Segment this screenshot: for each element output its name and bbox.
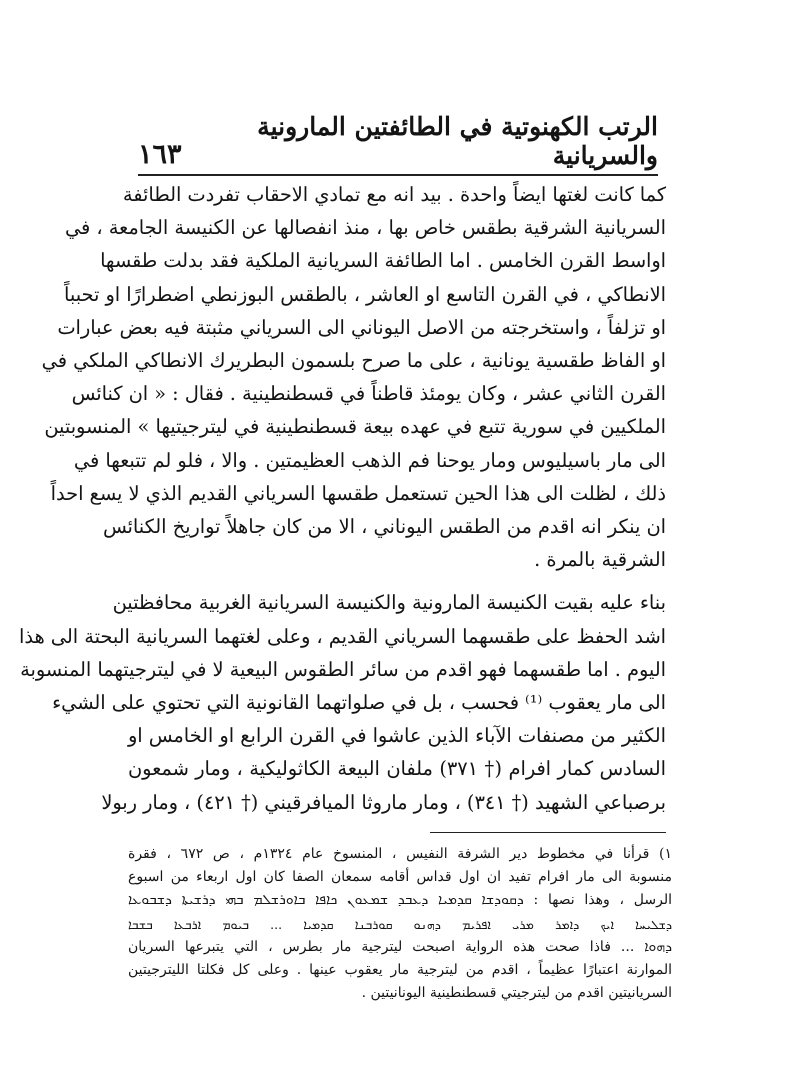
- page-title: الرتب الكهنوتية في الطائفتين المارونية والسريانية: [257, 112, 658, 170]
- text-line: برصباعي الشهيد († ٣٤١) ، ومار ماروثا الميافرقيني († ٤٢١) ، ومار ربولا: [101, 790, 666, 814]
- body-text: [19, 178, 666, 819]
- footnote-divider: [430, 832, 666, 833]
- text-line: الكثير من مصنفات الآباء الذين عاشوا في القرن الرابع او الخامس او: [128, 724, 666, 748]
- text-line: او تزلفاً ، واستخرجته من الاصل اليوناني الى السرياني مثبتة فيه بعض عبارات: [57, 315, 666, 339]
- text-line: الانطاكي ، في القرن التاسع او العاشر ، بالطقس البوزنطي اضطرارًا او تحبباً: [64, 282, 666, 306]
- footnote-line: السريانيتين اقدم من ليترجيتي قسطنطينية اليونانيتين .: [361, 985, 672, 1002]
- footnote-line: منسوبة الى مار افرام تفيد ان اول قداس أقامه سمعان الصفا كان اول اربعاء من اسبوع: [128, 869, 672, 886]
- text-line: اليوم . اما طقسهما فهو اقدم من سائر الطقوس البيعية لا في ليترجيتهما المنسوبة: [20, 657, 666, 681]
- text-line: كما كانت لغتها ايضاً واحدة . بيد انه مع تمادي الاحقاب تفردت الطائفة: [122, 183, 666, 206]
- text-line: او الفاظ طقسية يونانية ، على ما صرح بلسمون البطريرك الانطاكي الملكي في: [41, 349, 666, 373]
- text-line: السريانية الشرقية بطقس خاص بها ، منذ انفصالها عن الكنيسة الجامعة ، في: [64, 216, 666, 240]
- page-number: ١٦٣: [138, 139, 182, 170]
- paragraph-2: [19, 586, 666, 818]
- text-line: الى مار يعقوب ⁽¹⁾ فحسب ، بل في صلواتهما القانونية التي تحتوي على الشيء: [52, 691, 666, 715]
- footnotes: [128, 843, 672, 1005]
- text-line: القرن الثاني عشر ، وكان يومئذ قاطناً في قسطنطينية . فقال : « ان كنائس: [71, 382, 666, 406]
- text-line: اواسط القرن الخامس . اما الطائفة السريانية الملكية فقد بدلت طقسها: [100, 249, 666, 273]
- footnote-line: ١) قرأنا في مخطوط دير الشرفة النفيس ، المنسوخ عام ١٣٢٤م ، ص ٦٧٢ ، فقرة: [128, 846, 672, 862]
- footnote-line: ܕܗܘܐ ... فاذا صحت هذه الرواية اصبحت ليترجية مار بطرس ، التي يتبرعها السريان: [128, 938, 672, 955]
- footnote-line: الموارنة اعتبارًا عظيماً ، اقدم من ليترجية مار يعقوب عينها . وعلى كل فكلتا الليترجيتين: [128, 962, 672, 979]
- header-divider: [138, 174, 658, 176]
- footnote-line: الرسل ، وهذا نصها : ܕܩܘܕܫܐ ܩܕܡܝܐ ܕܥܒܕ ܫܡܥܘܢ ܟܐܦܐ ܒܐܘܪܫܠܡ ܒܗܝ ܕܪܫܝܬܐ ܕܫܒܘܥܐ: [128, 892, 672, 909]
- text-line: ان ينكر انه اقدم من الطقس اليوناني ، الا من كان جاهلاً تواريخ الكنائس: [102, 515, 666, 539]
- text-line: اشد الحفظ على طقسهما السرياني القديم ، وعلى لغتهما السريانية البحتة الى هذا: [19, 624, 666, 648]
- text-line: الشرقية بالمرة .: [534, 548, 666, 572]
- text-line: بناء عليه بقيت الكنيسة المارونية والكنيسة السريانية الغربية محافظتين: [112, 591, 666, 615]
- footnote-line-syriac: ܕܫܠܝܚܐ ܐܝܟ ܕܐܡܪ ܡܪܝ ܐܦܪܝܡ ܕܗܢܘ ܩܘܪܒܢܐ ܩܕܡܝܐ ... ܒܝܘܡ ܐܪܒܥܐ ܒܫܒܐ: [128, 916, 672, 932]
- paragraph-1: [41, 178, 666, 576]
- running-header: [138, 112, 658, 170]
- text-line: الى مار باسيليوس ومار يوحنا فم الذهب العظيمتين . والا ، فلو لم تتبعها في: [73, 448, 666, 472]
- text-line: السادس كمار افرام († ٣٧١) ملفان البيعة الكاثوليكية ، ومار شمعون: [128, 757, 666, 781]
- text-line: ذلك ، لظلت الى هذا الحين تستعمل طقسها السرياني القديم الذي لا يسع احداً: [50, 481, 666, 505]
- text-line: الملكيين في سورية تتبع في عهده بيعة قسطنطينية في ليترجيتيها » المنسوبتين: [44, 415, 666, 439]
